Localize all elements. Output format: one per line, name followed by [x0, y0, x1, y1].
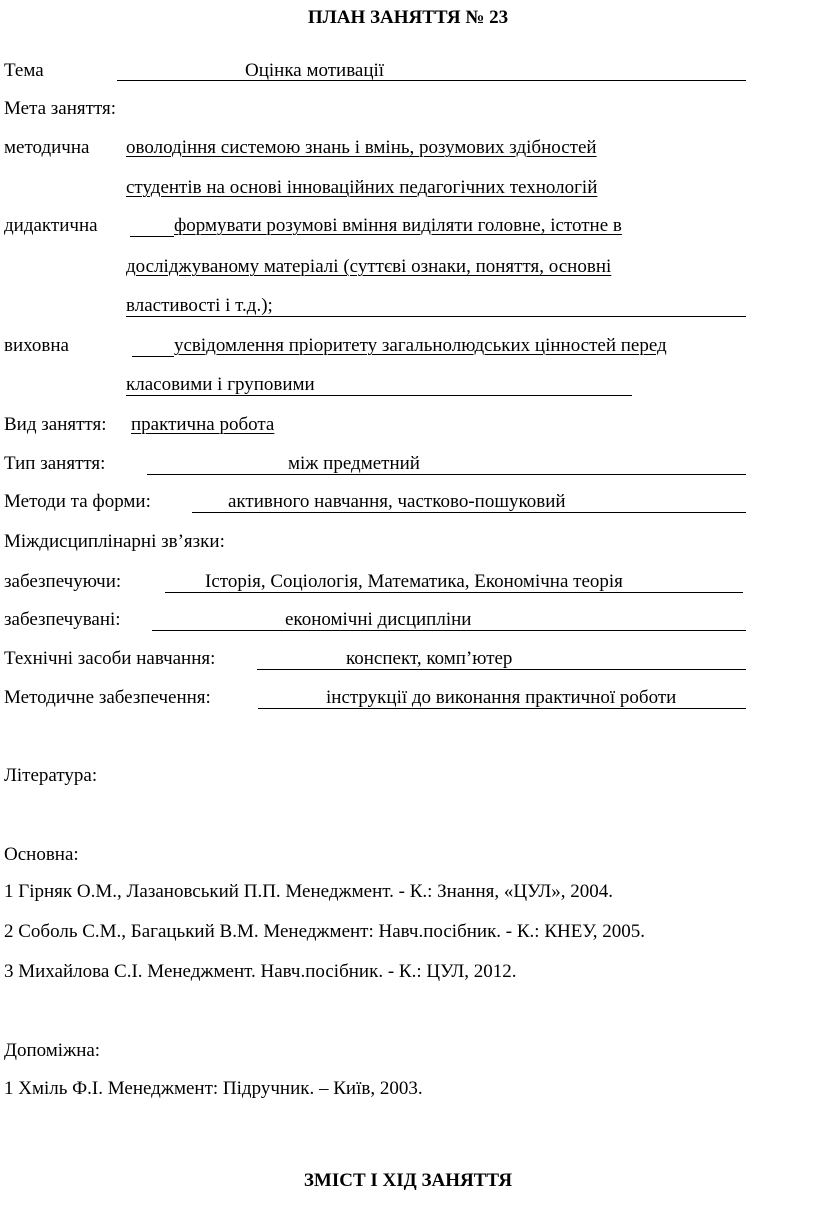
methodical-line-1: оволодіння системою знань і вмінь, розумових здібностей	[126, 137, 597, 158]
methods-label: Методи та форми:	[4, 491, 151, 512]
methodical-label: методична	[4, 137, 90, 158]
lesson-kind-label: Вид заняття:	[4, 414, 107, 435]
providing-label: забезпечуючи:	[4, 571, 122, 592]
lesson-type-underline	[147, 474, 746, 475]
lesson-type-label: Тип заняття:	[4, 453, 106, 474]
topic-label: Тема	[4, 60, 44, 81]
lesson-type-value: між предметний	[288, 453, 420, 474]
provided-label: забезпечувані:	[4, 609, 121, 630]
main-literature-item: 3 Михайлова С.І. Менеджмент. Навч.посібник. - К.: ЦУЛ, 2012.	[4, 961, 517, 982]
educational-label: виховна	[4, 335, 69, 356]
technical-means-label: Технічні засоби навчання:	[4, 648, 216, 669]
main-literature-item: 2 Соболь С.М., Багацький В.М. Менеджмент: Навч.посібник. - К.: КНЕУ, 2005.	[4, 921, 645, 942]
topic-value: Оцінка мотивації	[245, 60, 385, 81]
additional-literature-item: 1 Хміль Ф.І. Менеджмент: Підручник. – Київ, 2003.	[4, 1078, 423, 1099]
didactic-line-2: досліджуваному матеріалі (суттєві ознаки, поняття, основні	[126, 256, 612, 277]
technical-means-value: конспект, комп’ютер	[346, 648, 513, 669]
topic-underline	[117, 80, 746, 81]
main-literature-label: Основна:	[4, 844, 79, 865]
providing-value: Історія, Соціологія, Математика, Економічна теорія	[205, 571, 623, 592]
didactic-line-3: властивості і т.д.);	[126, 295, 273, 316]
educational-lead-rule	[132, 356, 174, 357]
goal-label: Мета заняття:	[4, 98, 117, 119]
educational-line-2: класовими і груповими	[126, 374, 315, 395]
methodical-line-2: студентів на основі інноваційних педагогічних технологій	[126, 177, 598, 198]
document-title: ПЛАН ЗАНЯТТЯ № 23	[307, 7, 509, 28]
literature-label: Література:	[4, 765, 98, 786]
didactic-lead-rule	[130, 236, 174, 237]
provided-value: економічні дисципліни	[285, 609, 472, 630]
interdisciplinary-label: Міждисциплінарні зв’язки:	[4, 531, 225, 552]
additional-literature-label: Допоміжна:	[4, 1040, 101, 1061]
methodical-support-label: Методичне забезпечення:	[4, 687, 211, 708]
lesson-kind-value: практична робота	[131, 414, 275, 435]
methods-value: активного навчання, частково-пошуковий	[228, 491, 566, 512]
section-title: ЗМІСТ І ХІД ЗАНЯТТЯ	[303, 1170, 513, 1191]
educational-line-1: усвідомлення пріоритету загальнолюдських цінностей перед	[174, 335, 667, 356]
main-literature-item: 1 Гірняк О.М., Лазановський П.П. Менеджмент. - К.: Знання, «ЦУЛ», 2004.	[4, 881, 614, 902]
methodical-support-value: інструкції до виконання практичної роботи	[326, 687, 677, 708]
didactic-line-1: формувати розумові вміння виділяти головне, істотне в	[174, 215, 622, 236]
didactic-label: дидактична	[4, 215, 98, 236]
